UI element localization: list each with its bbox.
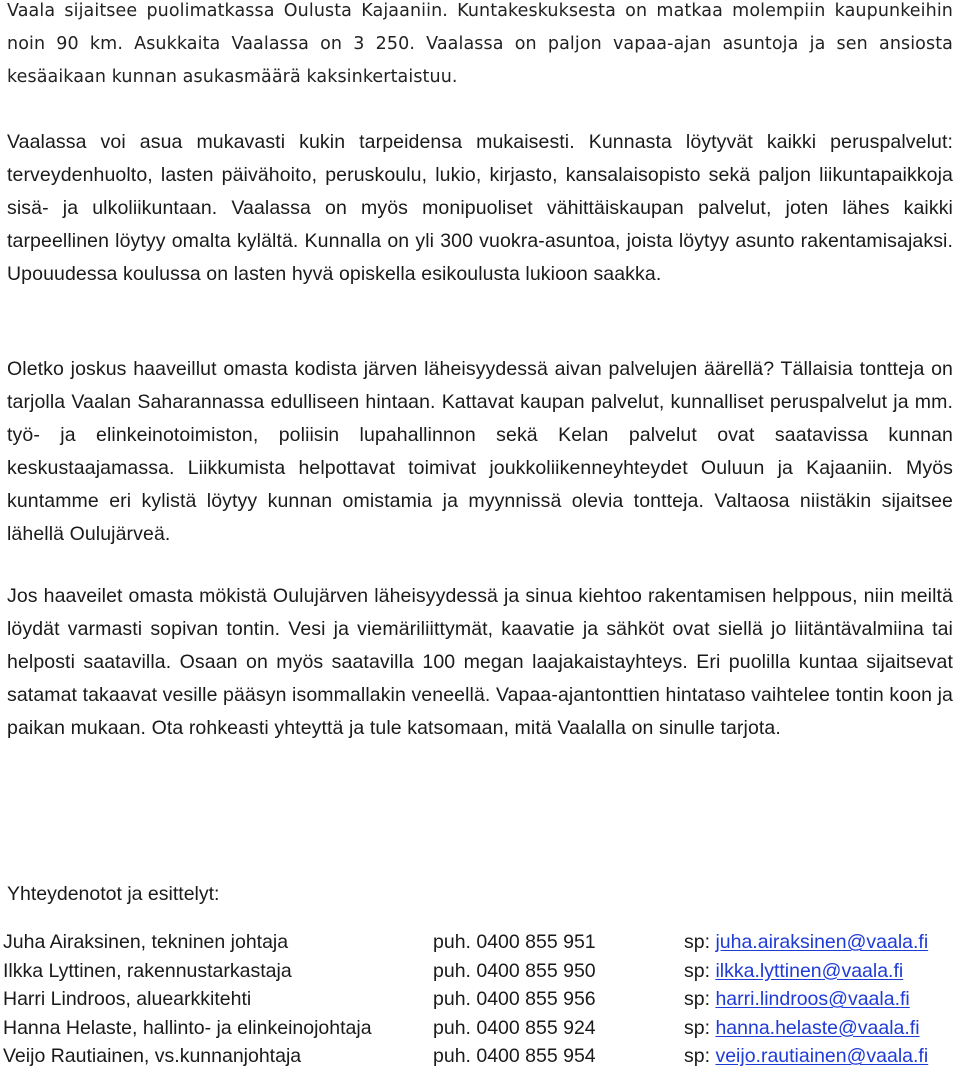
contact-phone: puh. 0400 855 950 (433, 959, 596, 982)
intro-paragraph: Vaala sijaitsee puolimatkassa Oulusta Kajaaniin. Kuntakeskuksesta on matkaa molempiin kaupunkeihin noin 90 km. Asukkaita Vaalassa on 3 250. Vaalassa on paljon vapaa-ajan asuntoja ja sen ansiosta kesäaikaan kunnan asukasmäärä kaksinkertaistuu. (7, 1, 953, 87)
email-prefix: sp: (684, 988, 716, 1010)
contact-name: Hanna Helaste, hallinto- ja elinkeinojohtaja (3, 1016, 372, 1039)
contact-name: Juha Airaksinen, tekninen johtaja (3, 931, 289, 953)
contact-phone: puh. 0400 855 924 (433, 1016, 596, 1039)
contact-phone: puh. 0400 855 951 (433, 931, 596, 953)
contact-email-link[interactable]: harri.lindroos@vaala.fi (715, 988, 910, 1010)
contact-name: Veijo Rautiainen, vs.kunnanjohtaja (3, 1045, 302, 1067)
contact-email-group (684, 957, 903, 986)
email-prefix: sp: (684, 931, 716, 953)
contact-email-group (684, 985, 910, 1014)
email-prefix: sp: (684, 1016, 716, 1039)
contact-phone: puh. 0400 855 956 (433, 988, 596, 1010)
contact-row (3, 928, 960, 957)
contact-row (3, 957, 960, 986)
contact-email-link[interactable]: veijo.rautiainen@vaala.fi (715, 1045, 929, 1067)
lakeside-home-paragraph: Oletko joskus haaveillut omasta kodista järven läheisyydessä aivan palvelujen äärellä? Tällaisia tontteja on tarjolla Vaalan Saharannassa edulliseen hintaan. Kattavat kaupan palvelut, kunnalliset peruspalvelut ja mm. työ- ja elinkeinotoimiston, poliisin lupahallinnon sekä Kelan palvelut ovat saatavissa kunnan keskustaajamassa. Liikkumista helpottavat toimivat joukkoliikenneyhteydet Ouluun ja Kajaaniin. Myös kuntamme eri kylistä löytyy kunnan omistamia ja myynnissä olevia tontteja. Valtaosa niistäkin sijaitsee lähellä Oulujärveä. (7, 358, 953, 545)
contacts-heading: Yhteydenotot ja esittelyt: (7, 883, 220, 905)
contact-email-group (684, 1042, 928, 1071)
email-prefix: sp: (684, 1045, 716, 1067)
contact-name: Harri Lindroos, aluearkkitehti (3, 988, 252, 1010)
contact-email-group (684, 928, 928, 957)
contact-row (3, 1014, 960, 1043)
contact-email-group (684, 1014, 920, 1043)
contact-row (3, 1042, 960, 1071)
contact-email-link[interactable]: ilkka.lyttinen@vaala.fi (715, 959, 904, 982)
contact-name: Ilkka Lyttinen, rakennustarkastaja (3, 959, 292, 982)
cottage-plots-paragraph: Jos haaveilet omasta mökistä Oulujärven läheisyydessä ja sinua kiehtoo rakentamisen helppous, niin meiltä löydät varmasti sopivan tontin. Vesi ja viemäriliittymät, kaavatie ja sähköt ovat siellä jo liitäntävalmiina tai helposti saatavilla. Osaan on myös saatavilla 100 megan laajakaistayhteys. Eri puolilla kuntaa sijaitsevat satamat takaavat vesille pääsyn isommallakin veneellä. Vapaa-ajantonttien hintataso vaihtelee tontin koon ja paikan mukaan. Ota rohkeasti yhteyttä ja tule katsomaan, mitä Vaalalla on sinulle tarjota. (7, 585, 953, 739)
contact-row (3, 985, 960, 1014)
contact-phone: puh. 0400 855 954 (433, 1045, 596, 1067)
contacts-list (3, 928, 960, 1071)
contact-email-link[interactable]: juha.airaksinen@vaala.fi (715, 931, 929, 953)
services-paragraph: Vaalassa voi asua mukavasti kukin tarpeidensa mukaisesti. Kunnasta löytyvät kaikki peruspalvelut: terveydenhuolto, lasten päivähoito, peruskoulu, lukio, kirjasto, kansalaisopisto sekä paljon liikuntapaikkoja sisä- ja ulkoliikuntaan. Vaalassa on myös monipuoliset vähittäiskaupan palvelut, joten lähes kaikki tarpeellinen löytyy omalta kylältä. Kunnalla on yli 300 vuokra-asuntoa, joista löytyy asunto rakentamisajaksi. Upouudessa koulussa on lasten hyvä opiskella esikoulusta lukioon saakka. (7, 131, 953, 285)
email-prefix: sp: (684, 959, 716, 982)
contact-email-link[interactable]: hanna.helaste@vaala.fi (715, 1016, 920, 1039)
